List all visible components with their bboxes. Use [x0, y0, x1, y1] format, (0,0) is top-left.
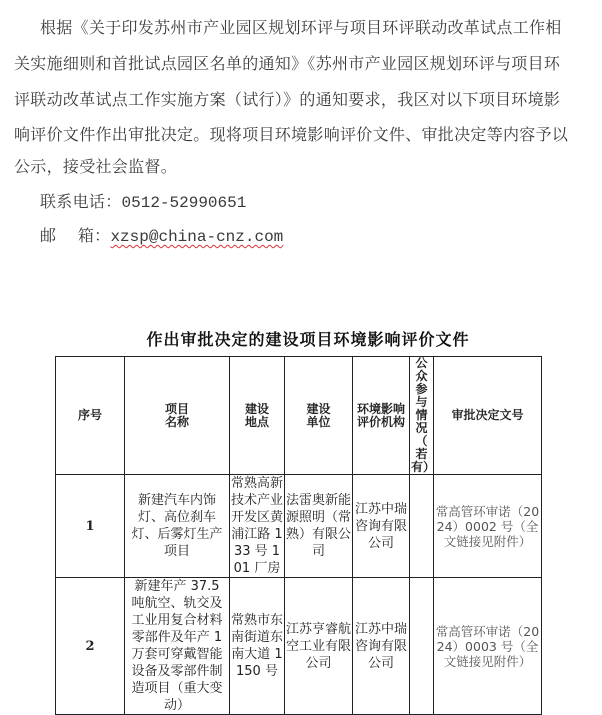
paragraph-line: 评联动改革试点工作实施方案（试行）》的通知要求，我区对以下项目环境影 [14, 90, 561, 109]
cell-no: 1 [56, 475, 125, 578]
cell-doc-no[interactable]: 常高管环审诺（2024）0002 号（全文链接见附件） [434, 475, 542, 578]
header-location: 建设地点 [230, 357, 285, 475]
paragraph-line: 关实施细则和首批试点园区名单的通知》《苏州市产业园区规划环评与项目环 [14, 54, 561, 73]
phone-number: 0512-52990651 [121, 194, 247, 212]
paragraph-line: 公示，接受社会监督。 [14, 157, 178, 176]
cell-no: 2 [56, 578, 125, 715]
cell-location: 常熟市东南街道东南大道 1150 号 [230, 578, 285, 715]
cell-public [410, 475, 434, 578]
cell-public [410, 578, 434, 715]
header-public: 公众参与情况（若有） [411, 356, 436, 474]
contact-phone [40, 192, 246, 213]
approval-table [55, 356, 542, 715]
table-row [56, 578, 542, 715]
cell-unit: 法雷奥新能源照明（常熟）有限公司 [285, 475, 353, 578]
cell-name: 新建汽车内饰灯、高位刹车灯、后雾灯生产项目 [125, 475, 230, 578]
table-title: 作出审批决定的建设项目环境影响评价文件 [146, 330, 470, 349]
header-no: 序号 [56, 357, 125, 475]
email-label: 邮 箱： [40, 226, 111, 245]
header-name: 项目名称 [125, 357, 230, 475]
table-row [56, 475, 542, 578]
cell-unit: 江苏亨睿航空工业有限公司 [285, 578, 353, 715]
cell-location: 常熟高新技术产业开发区黄浦江路 133 号 101 厂房 [231, 476, 284, 576]
contact-email [40, 226, 283, 247]
header-doc-no: 审批决定文号 [434, 357, 542, 475]
paragraph-line: 根据《关于印发苏州市产业园区规划环评与项目环评联动改革试点工作相 [40, 18, 562, 37]
phone-label: 联系电话： [40, 192, 122, 211]
cell-agency: 江苏中瑞咨询有限公司 [353, 578, 410, 715]
cell-name: 新建年产 37.5 吨航空、轨交及工业用复合材料零部件及年产 1 万套可穿戴智能设备及零部件制造项目（重大变动） [125, 578, 230, 715]
paragraph-line: 响评价文件作出审批决定。现将项目环境影响评价文件、审批决定等内容予以 [14, 125, 569, 144]
cell-agency: 江苏中瑞咨询有限公司 [353, 475, 410, 578]
header-agency: 环境影响评价机构 [353, 357, 410, 475]
email-address: xzsp@china-cnz.com [110, 228, 284, 246]
header-unit: 建设单位 [285, 357, 353, 475]
table-header-row [56, 357, 542, 475]
cell-doc-no[interactable]: 常高管环审诺（2024）0003 号（全文链接见附件） [434, 578, 542, 715]
